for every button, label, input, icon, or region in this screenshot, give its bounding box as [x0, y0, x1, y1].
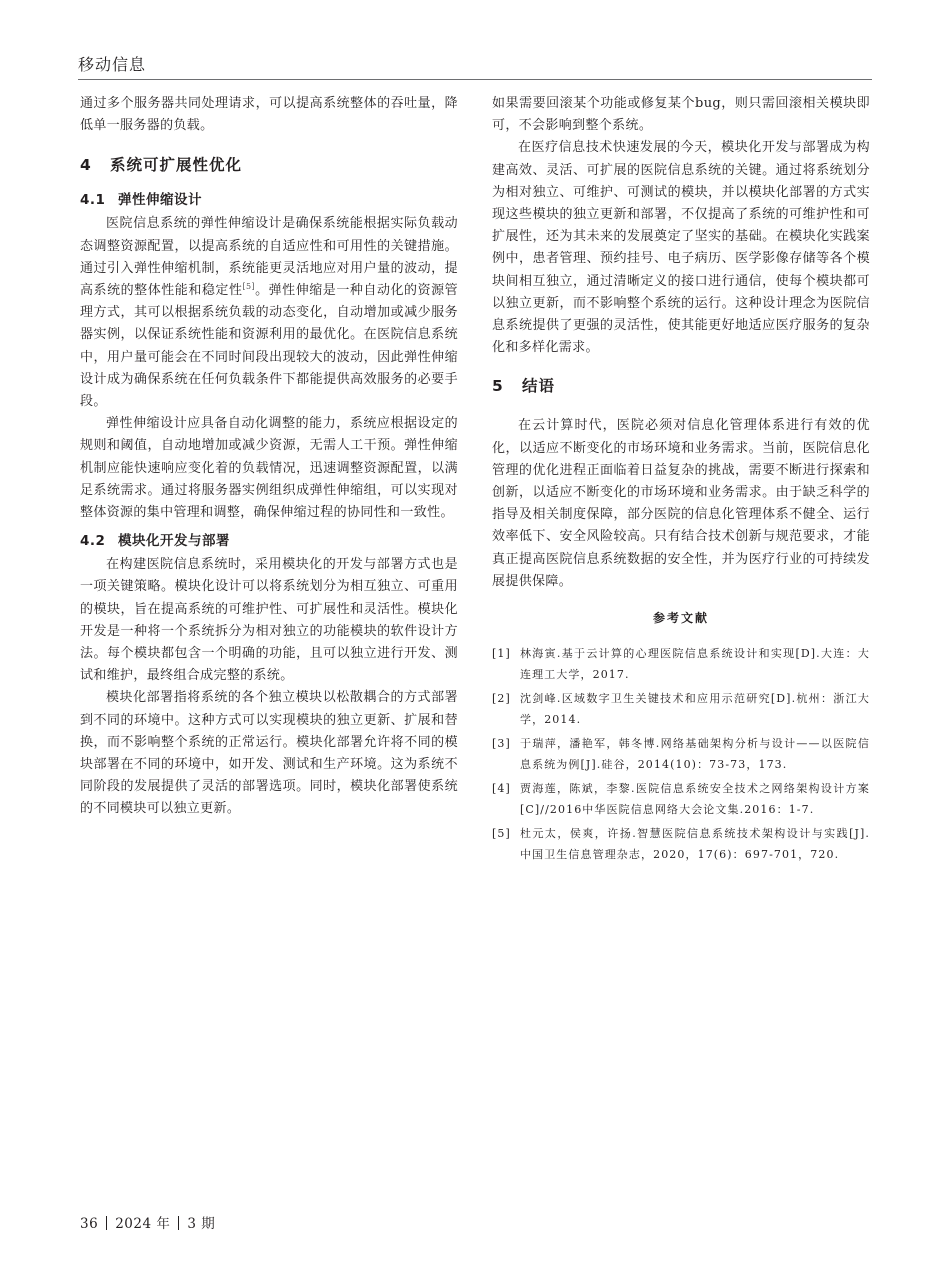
paragraph-4-2-a: 在构建医院信息系统时，采用模块化的开发与部署方式也是一项关键策略。模块化设计可以将系统划分为相互独立、可重用的模块，旨在提高系统的可维护性、可扩展性和灵活性。模块化开发是一种将一个系统拆分为相对独立的功能模块的软件设计方法。每个模块都包含一个明确的功能，且可以独立进行开发、测试和维护，最终组合成完整的系统。 — [80, 557, 458, 684]
page-number: 36 — [80, 1216, 99, 1232]
reference-number: [3] — [492, 737, 511, 751]
issue-number: 3 期 — [187, 1216, 216, 1232]
subsection-4-2-heading — [80, 530, 458, 552]
reference-text: 贾海莲，陈斌，李黎.医院信息系统安全技术之网络架构设计方案[C]//2016中华医院信息网络大会论文集.2016：1-7. — [520, 782, 870, 817]
page-footer — [80, 1212, 215, 1232]
footer-divider — [178, 1216, 179, 1230]
reference-item — [492, 778, 870, 820]
reference-item — [492, 823, 870, 865]
reference-text: 林海寅.基于云计算的心理医院信息系统设计和实现[D].大连：大连理工大学，2017. — [520, 647, 870, 682]
header-rule — [78, 79, 872, 80]
section-5-number: 5 — [492, 377, 504, 396]
continued-paragraph: 如果需要回滚某个功能或修复某个bug，则只需回滚相关模块即可，不会影响到整个系统。 — [492, 96, 870, 134]
reference-item — [492, 688, 870, 730]
subsection-4-1-title: 弹性伸缩设计 — [118, 192, 202, 209]
section-4-heading — [80, 154, 458, 176]
subsection-4-2-number: 4.2 — [80, 533, 106, 550]
subsection-4-1-heading — [80, 189, 458, 211]
issue-year: 2024 年 — [115, 1216, 171, 1232]
subsection-4-1-number: 4.1 — [80, 192, 106, 209]
reference-text: 沈剑峰.区域数字卫生关键技术和应用示范研究[D].杭州：浙江大学，2014. — [520, 692, 870, 727]
paragraph-4-1-a-pre: 医院信息系统的弹性伸缩设计是确保系统能根据实际负载动态调整资源配置，以提高系统的自适应性和可用性的关键措施。通过引入弹性伸缩机制，系统能更灵活地应对用户量的波动，提高系统的整体性能和稳定性 — [80, 216, 458, 299]
section-4-title: 系统可扩展性优化 — [110, 156, 243, 175]
section-5-heading — [492, 375, 870, 397]
reference-text: 杜元太，侯爽，许扬.智慧医院信息系统技术架构设计与实践[J].中国卫生信息管理杂志，2020，17(6)：697-701，720. — [520, 827, 870, 862]
modular-summary-paragraph: 在医疗信息技术快速发展的今天，模块化开发与部署成为构建高效、灵活、可扩展的医院信息系统的关键。通过将系统划分为相对独立、可维护、可测试的模块，并以模块化部署的方式实现这些模块的独立更新和部署，不仅提高了系统的可维护性和可扩展性，还为其未来的发展奠定了坚实的基础。在模块化实践案例中，患者管理、预约挂号、电子病历、医学影像存储等各个模块间相互独立，通过清晰定义的接口进行通信，使每个模块都可以独立更新，而不影响整个系统的运行。这种设计理念为医院信息系统提供了更强的灵活性，使其能更好地适应医疗服务的复杂化和多样化需求。 — [492, 140, 870, 356]
paragraph-4-1-b: 弹性伸缩设计应具备自动化调整的能力，系统应根据设定的规则和阈值，自动地增加或减少资源，无需人工干预。弹性伸缩机制应能快速响应变化着的负载情况，迅速调整资源配置，以满足系统需求。通过将服务器实例组织成弹性伸缩组，可以实现对整体资源的集中管理和调整，确保伸缩过程的协同性和一致性。 — [80, 416, 458, 521]
paragraph-4-1-a — [80, 213, 458, 413]
section-5-title: 结语 — [522, 377, 556, 396]
reference-item — [492, 643, 870, 685]
left-column — [80, 93, 458, 821]
reference-item — [492, 733, 870, 775]
intro-paragraph: 通过多个服务器共同处理请求，可以提高系统整体的吞吐量，降低单一服务器的负载。 — [80, 96, 458, 134]
citation-5: [5] — [242, 282, 255, 292]
reference-number: [1] — [492, 647, 511, 661]
right-column — [492, 93, 870, 868]
reference-text: 于瑞萍，潘艳军，韩冬博.网络基础架构分析与设计——以医院信息系统为例[J].硅谷，2014(10)：73-73，173. — [520, 737, 870, 772]
conclusion-paragraph: 在云计算时代，医院必须对信息化管理体系进行有效的优化，以适应不断变化的市场环境和业务需求。当前，医院信息化管理的优化进程正面临着日益复杂的挑战，需要不断进行探索和创新，以适应不断变化的市场环境和业务需求。由于缺乏科学的指导及相关制度保障，部分医院的信息化管理体系不健全、运行效率低下、安全风险较高。只有结合技术创新与规范要求，才能真正提高医院信息系统数据的安全性，并为医疗行业的可持续发展提供保障。 — [492, 418, 870, 589]
section-4-number: 4 — [80, 156, 92, 175]
reference-number: [5] — [492, 827, 511, 841]
paragraph-4-1-a-post: 。弹性伸缩是一种自动化的资源管理方式，其可以根据系统负载的动态变化，自动增加或减少服务器实例，以保证系统性能和资源利用的最优化。在医院信息系统中，用户量可能会在不同时间段出现较大的波动，因此弹性伸缩设计成为确保系统在任何负载条件下都能提供高效服务的必要手段。 — [80, 283, 458, 410]
reference-number: [4] — [492, 782, 511, 796]
paragraph-4-2-b: 模块化部署指将系统的各个独立模块以松散耦合的方式部署到不同的环境中。这种方式可以实现模块的独立更新、扩展和替换，而不影响整个系统的正常运行。模块化部署允许将不同的模块部署在不同的环境中，如开发、测试和生产环境。这为系统不同阶段的发展提供了灵活的部署选项。同时，模块化部署使系统的不同模块可以独立更新。 — [80, 690, 458, 817]
reference-number: [2] — [492, 692, 511, 706]
footer-divider — [106, 1216, 107, 1230]
subsection-4-2-title: 模块化开发与部署 — [118, 533, 230, 550]
journal-title: 移动信息 — [78, 55, 147, 74]
references-title: 参考文献 — [652, 611, 709, 626]
